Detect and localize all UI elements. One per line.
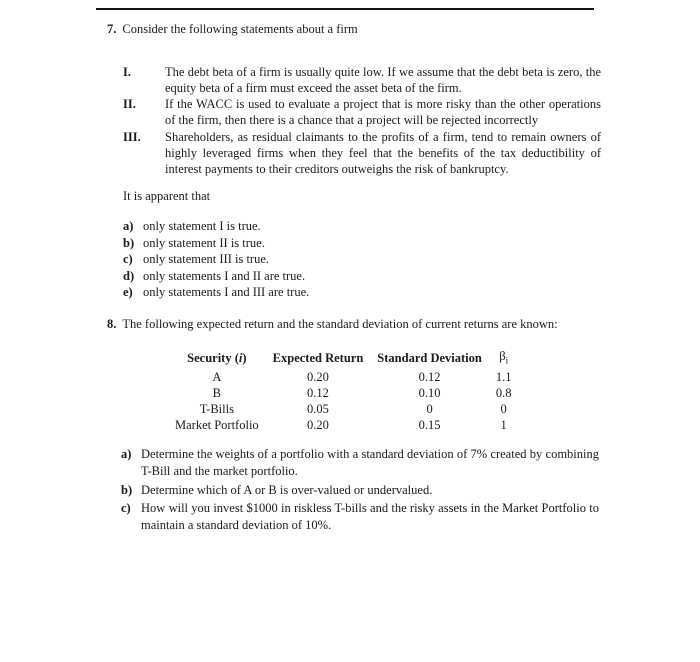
cell-std-dev: 0.10	[418, 385, 441, 400]
question-7-prompt: Consider the following statements about a firm	[122, 22, 358, 36]
cell-expected-return: 0.05	[307, 401, 329, 416]
cell-std-dev: 0	[426, 401, 433, 416]
header-beta: $\beta_i$	[499, 349, 509, 366]
cell-std-dev: 0.12	[418, 369, 441, 384]
option-d-text: only statements I and II are true.	[143, 268, 306, 283]
option-b-text: only statement II is true.	[143, 235, 265, 250]
header-std-dev: Standard Deviation	[377, 351, 482, 366]
part-c-label: c)	[121, 501, 131, 515]
statement-1	[123, 64, 603, 96]
option-c-text: only statement III is true.	[143, 252, 270, 266]
option-e-label: e)	[123, 285, 133, 299]
cell-beta: 1	[500, 417, 507, 432]
table-header-row	[168, 348, 518, 369]
cell-expected-return: 0.20	[307, 417, 329, 432]
option-b-label: b)	[123, 235, 135, 250]
cell-std-dev: 0.15	[418, 417, 441, 432]
cell-security: Market Portfolio	[175, 417, 259, 432]
part-c-text: How will you invest $1000 in riskless T-bills and the risky assets in the Market Portfolio to maintain a standard deviation of 10%.	[141, 501, 599, 532]
cell-expected-return: 0.20	[307, 369, 329, 384]
option-e-text: only statements I and III are true.	[143, 285, 310, 299]
cell-beta: 0.8	[495, 385, 512, 400]
table-row	[168, 369, 518, 385]
top-rule	[96, 8, 594, 10]
question-7-lead: It is apparent that	[123, 189, 211, 203]
question-7-number: 7.	[107, 22, 117, 36]
statement-2-number: II.	[123, 97, 136, 111]
question-7-heading	[107, 22, 358, 37]
statement-1-text: The debt beta of a firm is usually quite low. If we assume that the debt beta is zero, the equity beta of a firm must exceed the asset beta of the firm.	[165, 65, 601, 95]
header-expected-return: Expected Return	[272, 351, 364, 366]
cell-security: T-Bills	[199, 401, 234, 416]
statement-2	[123, 96, 603, 128]
question-8-prompt: The following expected return and the standard deviation of current returns are known:	[122, 317, 558, 331]
table-row	[168, 401, 518, 417]
cell-beta: 1.1	[495, 369, 512, 384]
question-8-heading	[107, 317, 558, 332]
part-b-text: Determine which of A or B is over-valued or undervalued.	[141, 483, 433, 497]
cell-security: B	[212, 385, 221, 400]
question-7-options	[123, 218, 309, 301]
option-c-label: c)	[123, 252, 133, 266]
part-b	[121, 482, 601, 499]
part-c	[121, 500, 601, 534]
cell-beta: 0	[500, 401, 507, 416]
option-a-label: a)	[123, 219, 134, 233]
part-a-label: a)	[121, 447, 132, 461]
statement-3-number: III.	[123, 130, 141, 144]
statement-1-number: I.	[123, 65, 131, 79]
statement-3-text: Shareholders, as residual claimants to the profits of a firm, tend to remain owners of highly leveraged firms when they feel that the benefits of the tax deductibility of interest payments to their creditors outweighs the risk of bankruptcy.	[165, 130, 601, 176]
table-row	[168, 417, 518, 433]
statement-2-text: If the WACC is used to evaluate a project that is more risky than the other operations of the firm, then there is a chance that a project will be rejected incorrectly	[165, 97, 601, 127]
part-a	[121, 446, 601, 480]
option-a	[123, 218, 309, 235]
question-8-number: 8.	[107, 317, 117, 331]
option-d	[123, 268, 309, 285]
statement-3	[123, 129, 603, 177]
header-security: Security (i)	[187, 351, 247, 366]
part-a-text: Determine the weights of a portfolio with a standard deviation of 7% created by combining T-Bill and the market portfolio.	[141, 447, 599, 478]
option-a-text: only statement I is true.	[143, 219, 261, 233]
cell-expected-return: 0.12	[307, 385, 329, 400]
table-row	[168, 385, 518, 401]
securities-table	[168, 348, 518, 433]
cell-security: A	[212, 369, 222, 384]
option-d-label: d)	[123, 268, 135, 283]
part-b-label: b)	[121, 483, 133, 497]
option-b	[123, 235, 309, 252]
option-c	[123, 251, 309, 268]
option-e	[123, 284, 309, 301]
